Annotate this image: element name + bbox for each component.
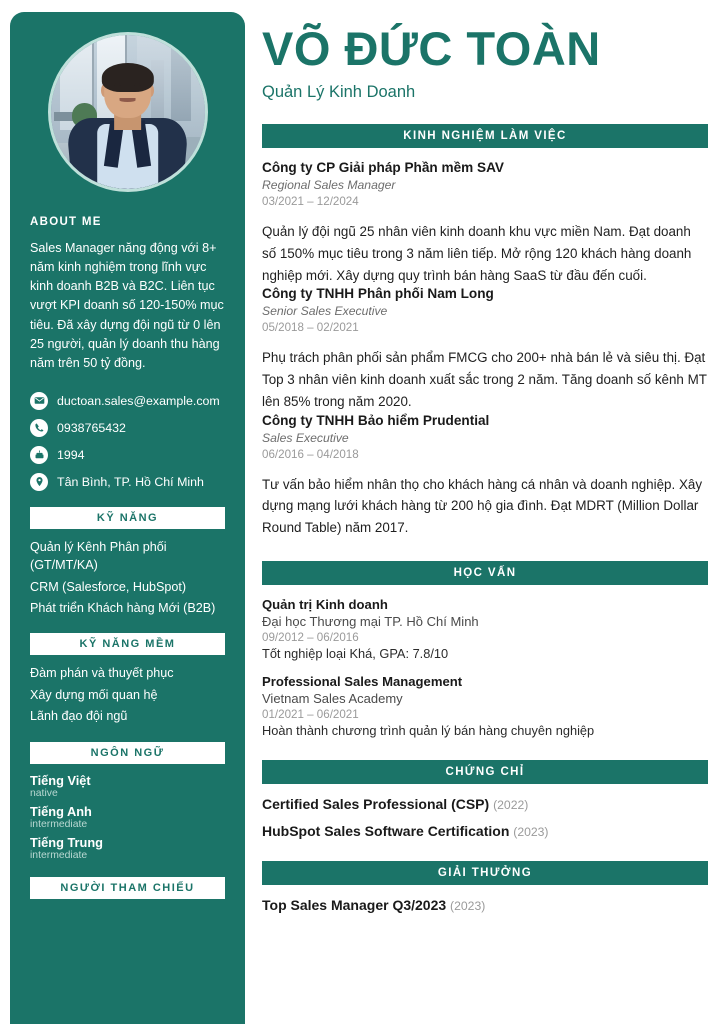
experience-item [262,286,708,412]
section-heading-experience: KINH NGHIỆM LÀM VIỆC [262,124,708,148]
list-item: Đàm phán và thuyết phục [30,666,174,681]
certificate-name: Certified Sales Professional (CSP) [262,795,490,812]
sidebar [10,12,245,1024]
language-level: intermediate [30,818,88,830]
education-list [262,597,708,738]
language-level: intermediate [30,849,88,861]
job-dates: 03/2021 – 12/2024 [262,195,359,209]
job-dates: 06/2016 – 04/2018 [262,447,359,461]
profile-photo [51,35,205,189]
location-pin-icon [30,473,48,491]
experience-item [262,160,708,286]
job-position: Senior Sales Executive [262,304,388,319]
list-item: Xây dựng mối quan hệ [30,687,158,702]
contact-email-value: ductoan.sales@example.com [57,393,220,408]
list-item: Lãnh đạo đội ngũ [30,709,128,724]
education-note: Hoàn thành chương trình quản lý bán hàng chuyên nghiệp [262,722,595,738]
sidebar-heading-soft-skills: KỸ NĂNG MỀM [30,633,225,655]
section-heading-certificates: CHỨNG CHỈ [262,760,708,784]
list-item [30,773,225,799]
birthday-cake-icon [30,446,48,464]
languages-list [30,773,225,861]
language-name: Tiếng Trung [30,834,103,850]
section-heading-education: HỌC VẤN [262,561,708,585]
award-year: (2023) [450,898,486,913]
language-name: Tiếng Việt [30,772,91,788]
page-title: VÕ ĐỨC TOÀN [262,22,601,75]
education-school: Đại học Thương mại TP. Hồ Chí Minh [262,613,479,629]
awards-list [262,897,708,913]
education-program: Quản trị Kinh doanh [262,596,388,612]
certificate-name: HubSpot Sales Software Certification [262,822,510,839]
contact-birthyear [30,446,225,464]
certificate-year: (2023) [513,824,549,839]
avatar [48,32,208,192]
company-name: Công ty CP Giải pháp Phần mềm SAV [262,160,504,176]
list-item [30,804,225,830]
sidebar-heading-references: NGƯỜI THAM CHIẾU [30,877,225,899]
experience-item [262,413,708,539]
skills-list [30,538,225,618]
education-dates: 01/2021 – 06/2021 [262,707,359,721]
company-name: Công ty TNHH Phân phối Nam Long [262,286,494,302]
soft-skills-list [30,664,225,725]
company-name: Công ty TNHH Bảo hiểm Prudential [262,412,490,428]
main-content [262,0,724,1024]
phone-icon [30,419,48,437]
about-me-text: Sales Manager năng động với 8+ năm kinh nghiệm trong lĩnh vực kinh doanh B2B và B2C. Liên tục vượt KPI doanh số 120-150% mục tiêu. Đã xây dựng đội ngũ từ 0 lên 25 người, quản lý doanh thu hàng năm trên 50 tỷ đồng. [30,241,224,370]
language-level: native [30,787,58,799]
education-item [262,597,708,661]
job-description: Tư vấn bảo hiểm nhân thọ cho khách hàng cá nhân và doanh nghiệp. Xây dựng mạng lưới khách hàng từ 200 hộ gia đình. Đạt MDRT (Million Dollar Round Table) năm 2017. [262,476,703,535]
contact-list [30,392,225,491]
contact-email[interactable] [30,392,225,410]
list-item: Quản lý Kênh Phân phối (GT/MT/KA) [30,539,167,573]
job-description: Quản lý đội ngũ 25 nhân viên kinh doanh khu vực miền Nam. Đạt doanh số 150% mục tiêu trong 3 năm liên tiếp. Mở rộng 120 khách hàng doanh nghiệp mới. Xây dựng quy trình bán hàng SaaS từ đầu đến cuối. [262,224,692,283]
certificates-list [262,796,708,839]
education-note: Tốt nghiệp loại Khá, GPA: 7.8/10 [262,645,449,661]
education-item [262,674,708,738]
job-position: Sales Executive [262,430,349,445]
education-school: Vietnam Sales Academy [262,690,403,706]
envelope-icon [30,392,48,410]
contact-birthyear-value: 1994 [57,447,85,462]
education-program: Professional Sales Management [262,673,463,689]
certificate-item [262,796,708,812]
about-me-label: ABOUT ME [30,216,102,228]
section-heading-awards: GIẢI THƯỞNG [262,861,708,885]
contact-phone[interactable] [30,419,225,437]
sidebar-heading-languages: NGÔN NGỮ [30,742,225,764]
award-item [262,897,708,913]
sidebar-heading-skills: KỸ NĂNG [30,507,225,529]
job-description: Phụ trách phân phối sản phẩm FMCG cho 200+ nhà bán lẻ và siêu thị. Đạt Top 3 nhân viên kinh doanh xuất sắc trong 2 năm. Tăng doanh số kênh MT lên 85% trong năm 2020. [262,350,707,409]
award-name: Top Sales Manager Q3/2023 [262,896,447,913]
job-role-subtitle: Quản Lý Kinh Doanh [262,83,416,102]
contact-location-value: Tân Bình, TP. Hồ Chí Minh [57,474,204,489]
certificate-year: (2022) [493,797,529,812]
contact-phone-value: 0938765432 [57,420,126,435]
language-name: Tiếng Anh [30,803,92,819]
contact-location [30,473,225,491]
job-dates: 05/2018 – 02/2021 [262,321,359,335]
certificate-item [262,823,708,839]
job-position: Regional Sales Manager [262,178,396,193]
experience-list [262,160,708,538]
list-item [30,835,225,861]
list-item: Phát triển Khách hàng Mới (B2B) [30,601,216,616]
education-dates: 09/2012 – 06/2016 [262,630,359,644]
list-item: CRM (Salesforce, HubSpot) [30,579,187,594]
